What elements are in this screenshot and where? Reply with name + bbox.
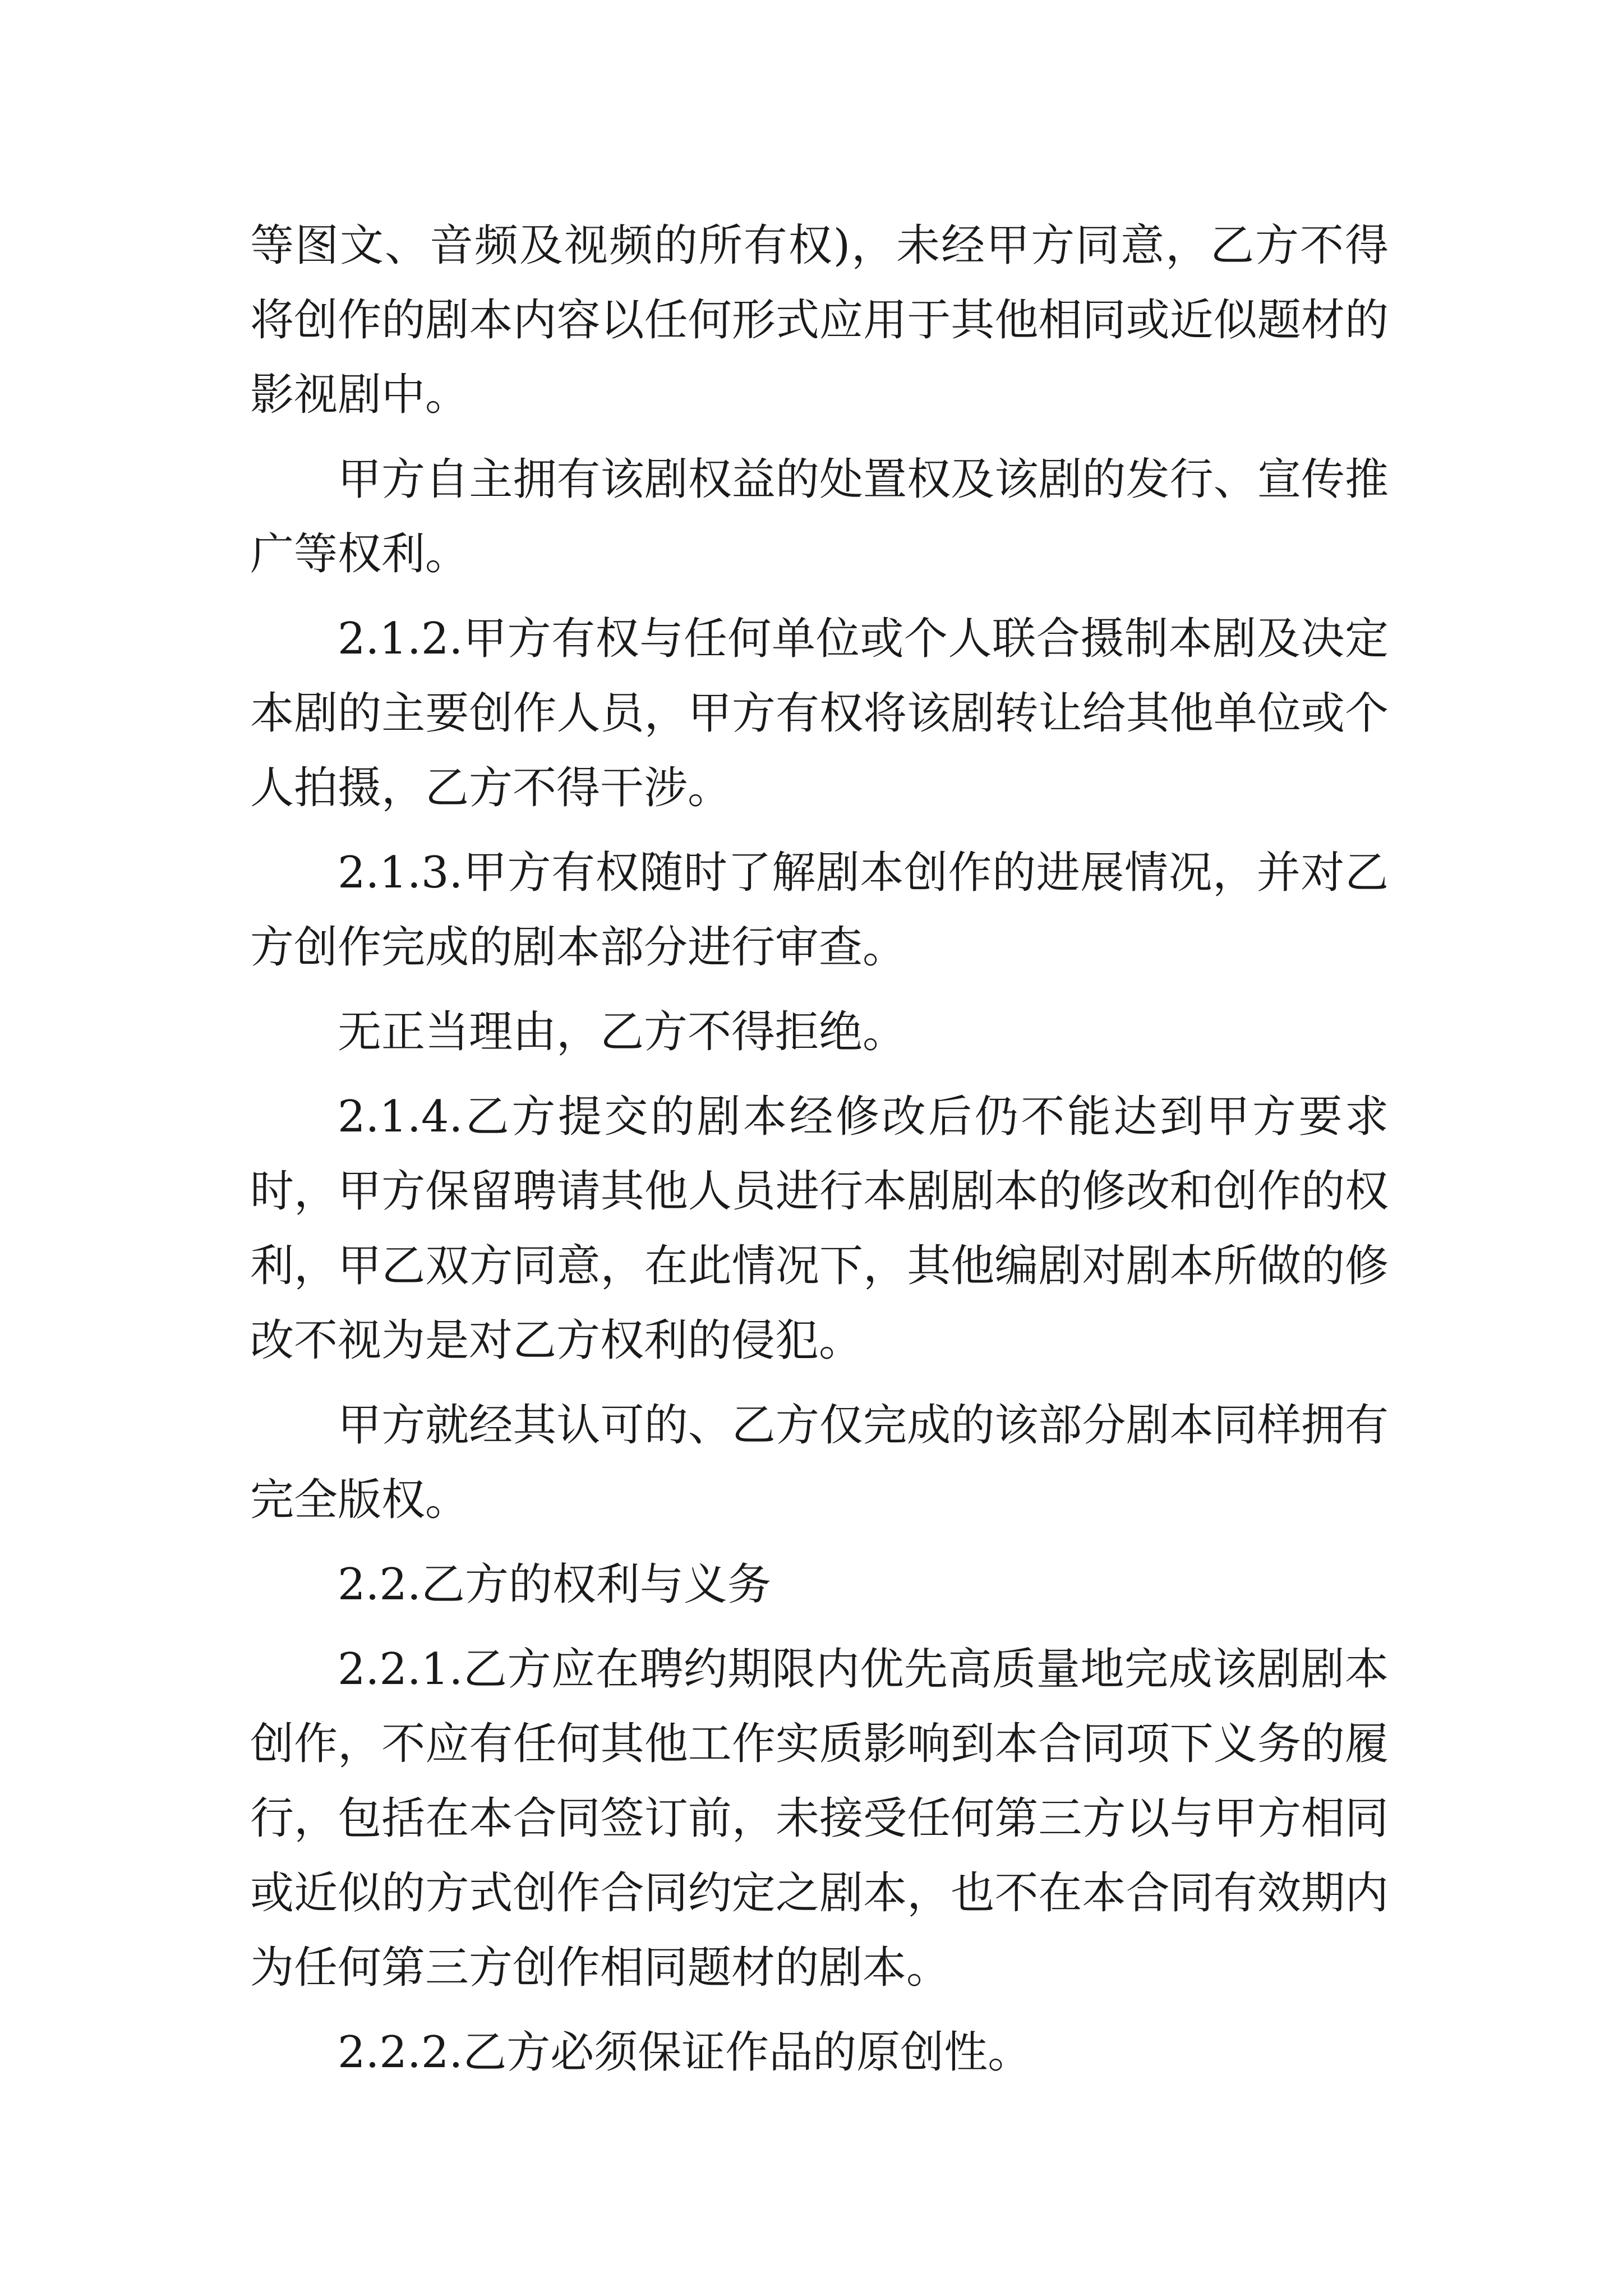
clause-2-2-1: 2.2.1.乙方应在聘约期限内优先高质量地完成该剧剧本创作，不应有任何其他工作实质影响到本合同项下义务的履行，包括在本合同签订前，未接受任何第三方以与甲方相同或近似的方式创作合同约定之剧本，也不在本合同有效期内为任何第三方创作相同题材的剧本。 <box>250 1644 1389 1993</box>
clause-2-1-4: 2.1.4.乙方提交的剧本经修改后仍不能达到甲方要求时，甲方保留聘请其他人员进行本剧剧本的修改和创作的权利，甲乙双方同意，在此情况下，其他编剧对剧本所做的修改不视为是对乙方权利的侵犯。 <box>250 1092 1389 1366</box>
paragraph-disposal-rights: 甲方自主拥有该剧权益的处置权及该剧的发行、宣传推广等权利。 <box>250 454 1389 579</box>
clause-2-1-3: 2.1.3.甲方有权随时了解剧本创作的进展情况，并对乙方创作完成的剧本部分进行审查。 <box>250 848 1389 973</box>
document-body <box>250 209 1389 2100</box>
clause-2-1-2: 2.1.2.甲方有权与任何单位或个人联合摄制本剧及决定本剧的主要创作人员，甲方有权将该剧转让给其他单位或个人拍摄，乙方不得干涉。 <box>250 614 1389 813</box>
paragraph-no-refusal: 无正当理由，乙方不得拒绝。 <box>338 1007 907 1057</box>
paragraph-full-copyright: 甲方就经其认可的、乙方仅完成的该部分剧本同样拥有完全版权。 <box>250 1400 1389 1525</box>
paragraph-continuation: 等图文、音频及视频的所有权)，未经甲方同意，乙方不得将创作的剧本内容以任何形式应用于其他相同或近似题材的影视剧中。 <box>250 220 1389 420</box>
section-heading-2-2: 2.2.乙方的权利与义务 <box>338 1559 771 1610</box>
clause-2-2-2: 2.2.2.乙方必须保证作品的原创性。 <box>338 2027 1032 2078</box>
